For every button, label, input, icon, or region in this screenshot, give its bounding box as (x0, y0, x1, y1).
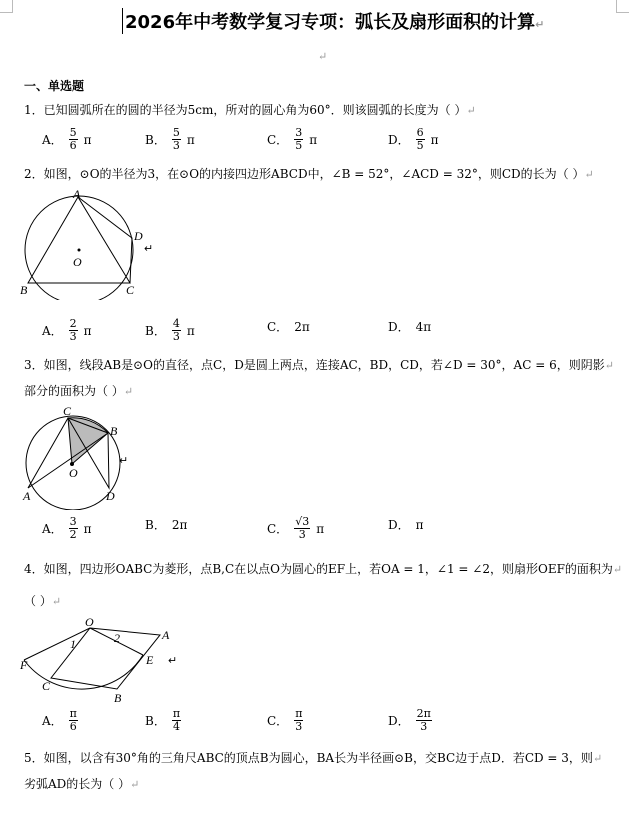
label-d: D (134, 229, 143, 243)
label-f: F (20, 658, 28, 672)
section-heading: 一、单选题 (24, 79, 85, 93)
paragraph-mark: ↵ (584, 168, 594, 181)
option-b[interactable] (145, 127, 195, 152)
option-a[interactable] (42, 318, 92, 343)
denominator: 5 (295, 139, 303, 152)
option-suffix: π (430, 132, 439, 147)
label-a: A (73, 190, 81, 201)
angle-1-label: 1 (70, 637, 76, 651)
radius-of (24, 628, 90, 660)
paragraph-mark: ↵ (604, 359, 614, 372)
paragraph-mark: ↵ (119, 455, 129, 467)
question-3-figure (18, 402, 138, 510)
option-label: B． (145, 324, 166, 338)
option-label: B． (145, 714, 166, 728)
fraction (416, 708, 432, 733)
option-label: C． (267, 522, 289, 536)
option-c[interactable] (267, 127, 317, 152)
option-label: A． (42, 133, 63, 147)
option-suffix: π (186, 323, 195, 338)
numerator: √3 (295, 515, 310, 528)
fraction (69, 318, 78, 343)
option-label: A． (42, 522, 63, 536)
option-suffix: π (186, 132, 195, 147)
shaded-sector (68, 418, 108, 464)
question-4-text (24, 560, 622, 577)
option-b[interactable] (145, 318, 195, 343)
line-text: 5．如图，以含有30°角的三角尺ABC的顶点B为圆心，BA长为半径画⊙B，交BC边于点D．若CD = 3，则 (24, 751, 593, 765)
line-text: 1．已知圆弧所在的圆的半径为5cm，所对的圆心角为60°．则该圆弧的长度为（ ） (24, 103, 467, 117)
denominator: 6 (69, 720, 77, 733)
numerator: π (172, 707, 181, 720)
option-suffix: π (83, 132, 92, 147)
option-d[interactable] (388, 708, 438, 733)
margin-corner (616, 0, 629, 13)
question-3-text (24, 356, 614, 373)
document-title[interactable] (122, 8, 544, 34)
denominator: 3 (172, 139, 180, 152)
option-b[interactable] (145, 516, 187, 533)
question-2-text (24, 165, 594, 182)
option-c[interactable] (267, 318, 310, 335)
option-b[interactable] (145, 708, 187, 733)
question-5-text (24, 749, 602, 766)
option-value: 2π (294, 319, 310, 334)
numerator: π (295, 707, 303, 720)
label-c: C (42, 679, 51, 693)
angle-2-label: 2 (114, 631, 120, 645)
option-value: 4π (415, 319, 432, 334)
label-c: C (126, 283, 135, 297)
paragraph-mark: ↵ (466, 104, 476, 117)
denominator: 2 (69, 528, 77, 541)
denominator: 6 (69, 139, 77, 152)
numerator: 3 (69, 515, 77, 528)
option-label: C． (267, 133, 289, 147)
paragraph-mark: ↵ (535, 18, 545, 31)
numerator: 2π (416, 707, 431, 720)
option-c[interactable] (267, 516, 324, 541)
option-label: C． (267, 320, 289, 334)
fraction (294, 708, 303, 733)
line-text: 2．如图，⊙O的半径为3，在⊙O的内接四边形ABCD中，∠B = 52°，∠ACD = 32°，则CD的长为（ ） (24, 167, 585, 181)
paragraph-mark: ↵ (318, 50, 328, 63)
option-c[interactable] (267, 708, 309, 733)
paragraph-mark: ↵ (168, 655, 178, 667)
label-e: E (146, 653, 154, 667)
label-d: D (106, 489, 115, 503)
line-text: 劣弧AD的长为（ ） (24, 777, 131, 791)
option-label: D． (388, 518, 410, 532)
option-label: C． (267, 714, 289, 728)
option-label: D． (388, 714, 410, 728)
label-o: O (85, 615, 94, 629)
paragraph-mark: ↵ (123, 385, 134, 398)
option-d[interactable] (388, 516, 424, 533)
label-b: B (110, 424, 118, 438)
option-a[interactable] (42, 708, 84, 733)
denominator: 5 (416, 139, 424, 152)
title-text: 2026年中考数学复习专项：弧长及扇形面积的计算 (125, 12, 536, 33)
line-text: （ ） (24, 594, 52, 608)
rhombus-oabc (51, 628, 160, 689)
question-1-text (24, 101, 476, 118)
diameter-ab (28, 433, 108, 488)
option-suffix: π (83, 323, 92, 338)
question-2-figure (18, 190, 158, 300)
option-value: 2π (171, 517, 188, 532)
fraction (294, 516, 310, 541)
fraction (69, 127, 78, 152)
option-label: D． (388, 133, 410, 147)
fraction (294, 127, 303, 152)
label-a: A (23, 489, 31, 503)
fraction (172, 318, 181, 343)
paragraph-mark: ↵ (612, 563, 623, 576)
label-b: B (20, 283, 28, 297)
denominator: 3 (295, 720, 303, 733)
option-label: D． (388, 320, 410, 334)
option-label: A． (42, 714, 63, 728)
question-5-text-continued (24, 775, 139, 792)
margin-corner (0, 0, 13, 13)
option-a[interactable] (42, 127, 92, 152)
option-d[interactable] (388, 127, 439, 152)
option-suffix: π (83, 521, 92, 536)
question-4-text-continued (24, 592, 61, 609)
question-3-text-continued (24, 382, 133, 399)
label-o: O (73, 255, 82, 269)
numerator: 6 (416, 126, 424, 139)
paragraph-mark: ↵ (592, 752, 603, 765)
numerator: 4 (172, 317, 180, 330)
option-value: π (415, 517, 424, 532)
label-a: A (162, 628, 170, 642)
denominator: 3 (69, 330, 77, 343)
label-b: B (114, 691, 122, 704)
numerator: 5 (69, 126, 77, 139)
denominator: 3 (420, 720, 428, 733)
numerator: 5 (172, 126, 180, 139)
option-label: B． (145, 133, 166, 147)
denominator: 3 (172, 330, 180, 343)
option-suffix: π (316, 521, 325, 536)
numerator: 3 (295, 126, 303, 139)
fraction (172, 708, 181, 733)
numerator: 2 (69, 317, 77, 330)
question-4-figure (18, 612, 188, 704)
option-suffix: π (309, 132, 318, 147)
line-text: 4．如图，四边形OABC为菱形，点B,C在以点O为圆心的EF上，若OA = 1，∠1 = ∠2，则扇形OEF的面积为 (24, 562, 613, 576)
label-o: O (69, 466, 78, 480)
option-a[interactable] (42, 516, 92, 541)
paragraph-mark: ↵ (130, 778, 140, 791)
paragraph-mark: ↵ (51, 595, 62, 608)
line-text: 部分的面积为（ ） (24, 384, 124, 398)
fraction (172, 127, 181, 152)
denominator: 4 (172, 720, 180, 733)
paragraph-mark: ↵ (144, 243, 154, 255)
fraction (69, 516, 78, 541)
denominator: 3 (298, 528, 306, 541)
label-c: C (63, 404, 72, 418)
option-label: A． (42, 324, 63, 338)
fraction (416, 127, 425, 152)
fraction (69, 708, 78, 733)
circle-o (25, 196, 133, 300)
line-text: 3．如图，线段AB是⊙O的直径，点C，D是圆上两点，连接AC，BD，CD，若∠D = 30°，AC = 6，则阴影 (24, 358, 605, 372)
option-label: B． (145, 518, 166, 532)
option-d[interactable] (388, 318, 431, 335)
numerator: π (69, 707, 77, 720)
center-point (78, 249, 81, 252)
